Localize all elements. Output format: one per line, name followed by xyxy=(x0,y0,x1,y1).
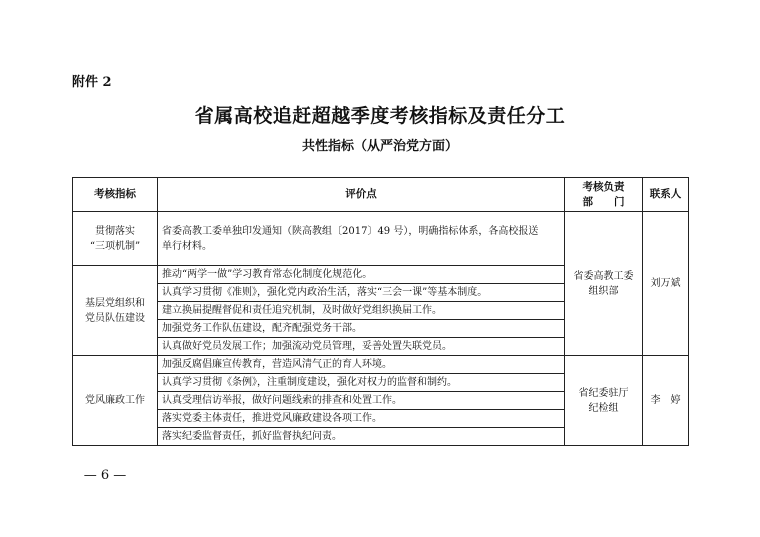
evaluation-point: 加强反腐倡廉宣传教育，营造风清气正的育人环境。 xyxy=(158,356,565,374)
header-evaluation-point: 评价点 xyxy=(158,178,565,212)
evaluation-point: 省委高教工委单独印发通知（陕高教组〔2017〕49 号），明确指标体系，各高校报送 单行材料。 xyxy=(158,212,565,266)
evaluation-point: 认真受理信访举报，做好问题线索的排查和处置工作。 xyxy=(158,392,565,410)
indicator-cell: 党风廉政工作 xyxy=(73,356,158,446)
department-cell: 省委高教工委 组织部 xyxy=(565,212,643,356)
evaluation-point: 推动“两学一做”学习教育常态化制度化规范化。 xyxy=(158,266,565,284)
document-subtitle: 共性指标（从严治党方面） xyxy=(301,139,458,154)
header-contact: 联系人 xyxy=(643,178,689,212)
contact-cell: 李 婷 xyxy=(643,356,689,446)
evaluation-point: 认真学习贯彻《准则》，强化党内政治生活，落实“三会一课”等基本制度。 xyxy=(158,284,565,302)
page-number: — 6 — xyxy=(83,468,127,483)
evaluation-point: 认真做好党员发展工作；加强流动党员管理，妥善处置失联党员。 xyxy=(158,338,565,356)
evaluation-point: 建立换届提醒督促和责任追究机制，及时做好党组织换届工作。 xyxy=(158,302,565,320)
header-department: 考核负责 部 门 xyxy=(565,178,643,212)
indicator-cell: 贯彻落实 “三项机制” xyxy=(73,212,158,266)
contact-cell: 刘万斌 xyxy=(643,212,689,356)
evaluation-point: 认真学习贯彻《条例》，注重制度建设，强化对权力的监督和制约。 xyxy=(158,374,565,392)
indicator-cell: 基层党组织和 党员队伍建设 xyxy=(73,266,158,356)
header-indicator: 考核指标 xyxy=(73,178,158,212)
table-header-row xyxy=(73,178,689,212)
attachment-label: 附件 2 xyxy=(72,75,112,90)
department-cell: 省纪委驻厅 纪检组 xyxy=(565,356,643,446)
evaluation-point: 落实纪委监督责任，抓好监督执纪问责。 xyxy=(158,428,565,446)
document-title: 省属高校追赶超越季度考核指标及责任分工 xyxy=(194,105,566,127)
evaluation-point: 加强党务工作队伍建设，配齐配强党务干部。 xyxy=(158,320,565,338)
evaluation-point: 落实党委主体责任，推进党风廉政建设各项工作。 xyxy=(158,410,565,428)
indicator-table xyxy=(72,177,689,446)
table-row xyxy=(73,356,689,374)
table-row xyxy=(73,212,689,266)
